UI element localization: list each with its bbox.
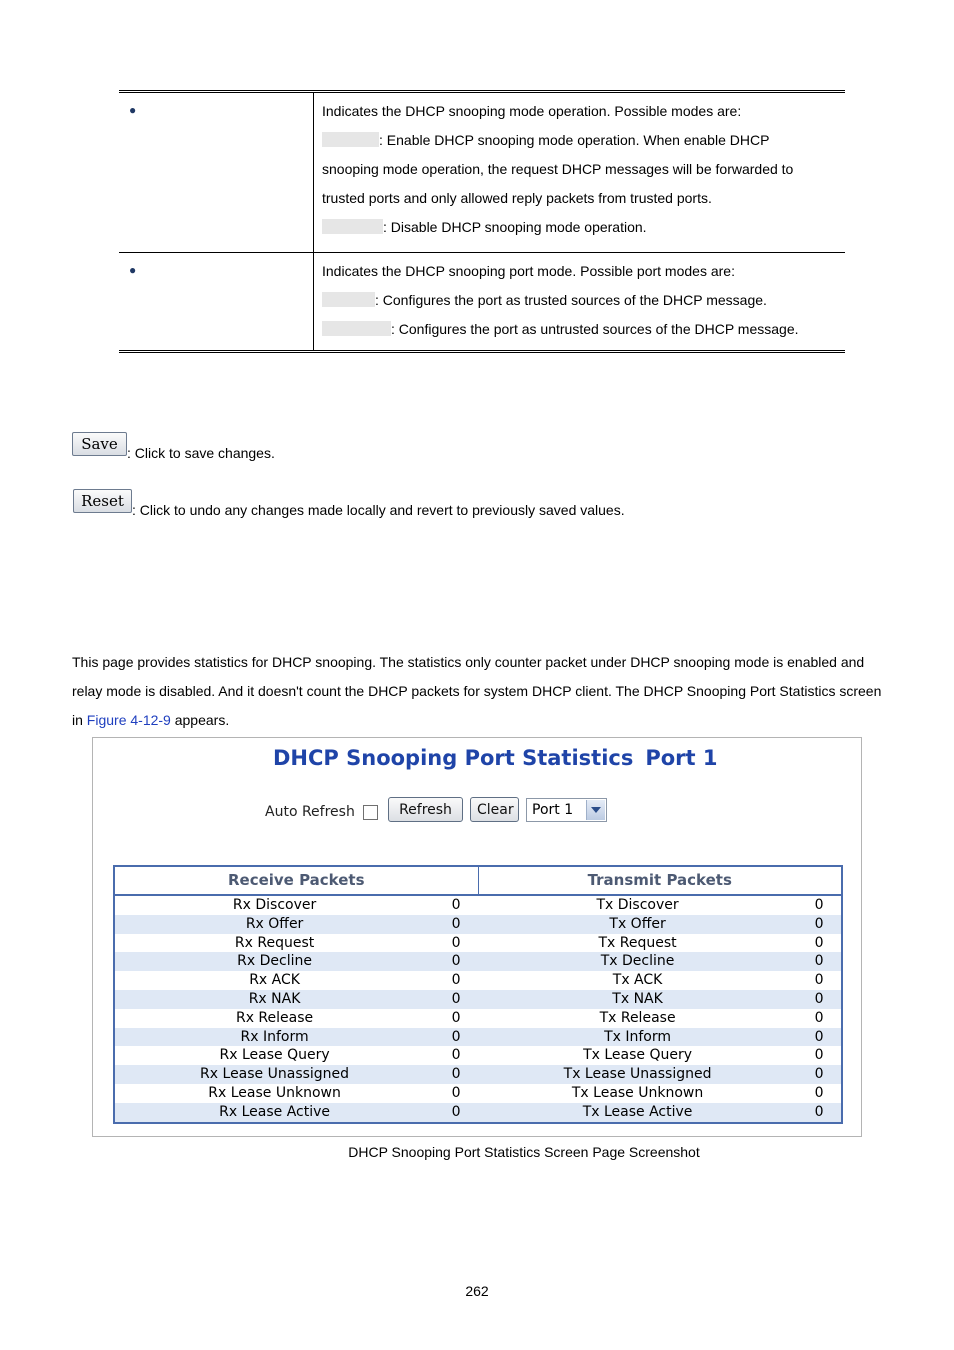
table-row bbox=[115, 1065, 841, 1084]
receive-packets-header: Receive Packets bbox=[227, 871, 365, 889]
parameter-description-cell bbox=[314, 253, 845, 350]
redacted-value bbox=[322, 219, 383, 234]
reset-description: : Click to undo any changes made locally and revert to previously saved values. bbox=[132, 502, 625, 518]
rx-counter-value: 0 bbox=[451, 1009, 461, 1026]
table-row bbox=[115, 952, 841, 971]
table-header bbox=[115, 867, 841, 896]
rx-counter-name: Rx Lease Active bbox=[219, 1103, 330, 1120]
page-number: 262 bbox=[465, 1283, 489, 1299]
rx-counter-value: 0 bbox=[451, 990, 461, 1007]
tx-counter-value: 0 bbox=[814, 972, 824, 989]
tx-counter-name: Tx Decline bbox=[600, 953, 675, 970]
table-row bbox=[115, 1028, 841, 1047]
tx-counter-name: Tx NAK bbox=[612, 990, 663, 1007]
rx-counter-value: 0 bbox=[451, 934, 461, 951]
tx-counter-value: 0 bbox=[814, 1103, 824, 1120]
table-row bbox=[115, 1046, 841, 1065]
description-line: Indicates the DHCP snooping port mode. Possible port modes are: bbox=[322, 263, 735, 279]
chevron-down-icon[interactable] bbox=[586, 800, 605, 820]
tx-counter-value: 0 bbox=[814, 1066, 824, 1083]
description-line: trusted ports and only allowed reply packets from trusted ports. bbox=[322, 190, 712, 206]
tx-counter-value: 0 bbox=[814, 1084, 824, 1101]
parameter-object-cell bbox=[119, 93, 314, 252]
rx-counter-name: Rx NAK bbox=[248, 990, 301, 1007]
rx-counter-name: Rx ACK bbox=[249, 972, 300, 989]
table-row bbox=[115, 990, 841, 1009]
table-body bbox=[115, 896, 841, 1122]
port-select[interactable] bbox=[526, 798, 607, 822]
table-row bbox=[115, 1009, 841, 1028]
parameter-row-mode bbox=[119, 93, 845, 252]
description-line: : Configures the port as trusted sources of the DHCP message. bbox=[322, 286, 837, 315]
tx-counter-name: Tx Lease Unknown bbox=[571, 1084, 704, 1101]
parameter-row-port-mode bbox=[119, 252, 845, 350]
table-row bbox=[115, 1084, 841, 1103]
title-port: Port 1 bbox=[645, 746, 718, 770]
tx-counter-name: Tx ACK bbox=[612, 972, 663, 989]
rx-counter-value: 0 bbox=[451, 897, 461, 913]
bullet-icon: ● bbox=[129, 263, 137, 277]
rx-counter-name: Rx Request bbox=[234, 934, 315, 951]
tx-counter-name: Tx Inform bbox=[604, 1028, 672, 1045]
tx-counter-value: 0 bbox=[814, 915, 824, 932]
transmit-packets-header: Transmit Packets bbox=[478, 867, 842, 894]
rx-counter-name: Rx Inform bbox=[240, 1028, 309, 1045]
rx-counter-value: 0 bbox=[451, 953, 461, 970]
parameter-table bbox=[119, 90, 845, 353]
tx-counter-name: Tx Release bbox=[599, 1009, 676, 1026]
auto-refresh-label: Auto Refresh bbox=[265, 804, 355, 820]
tx-counter-value: 0 bbox=[814, 953, 824, 970]
tx-counter-name: Tx Discover bbox=[596, 897, 679, 913]
port-select-value: Port 1 bbox=[532, 802, 574, 818]
rx-counter-name: Rx Discover bbox=[232, 897, 317, 913]
auto-refresh-checkbox[interactable] bbox=[363, 805, 378, 820]
parameter-description-cell bbox=[314, 93, 845, 252]
rx-counter-value: 0 bbox=[451, 1028, 461, 1045]
statistics-table bbox=[113, 865, 843, 1124]
rx-counter-name: Rx Release bbox=[235, 1009, 314, 1026]
redacted-value bbox=[322, 132, 379, 147]
rx-counter-value: 0 bbox=[451, 1103, 461, 1120]
rx-counter-name: Rx Lease Unassigned bbox=[200, 1066, 350, 1083]
rx-counter-name: Rx Decline bbox=[237, 953, 312, 970]
save-button[interactable]: Save bbox=[72, 432, 127, 456]
table-row bbox=[115, 934, 841, 953]
tx-counter-value: 0 bbox=[814, 897, 824, 913]
table-row bbox=[115, 896, 841, 915]
tx-counter-name: Tx Lease Query bbox=[583, 1047, 693, 1064]
refresh-button[interactable]: Refresh bbox=[388, 797, 463, 822]
bullet-icon: ● bbox=[129, 103, 137, 117]
tx-counter-name: Tx Lease Unassigned bbox=[563, 1066, 712, 1083]
rx-counter-name: Rx Lease Unknown bbox=[208, 1084, 341, 1101]
table-row bbox=[115, 971, 841, 990]
tx-counter-name: Tx Request bbox=[598, 934, 677, 951]
page-title: DHCP Snooping Port Statistics Port 1 bbox=[273, 746, 718, 770]
tx-counter-value: 0 bbox=[814, 1028, 824, 1045]
figure-link[interactable]: Figure 4-12-9 bbox=[86, 712, 171, 728]
tx-counter-value: 0 bbox=[814, 990, 824, 1007]
description-line: Indicates the DHCP snooping mode operation. Possible modes are: bbox=[322, 103, 742, 119]
tx-counter-value: 0 bbox=[814, 1047, 824, 1064]
rx-counter-value: 0 bbox=[451, 1066, 461, 1083]
description-line: snooping mode operation, the request DHCP messages will be forwarded to bbox=[322, 161, 794, 177]
tx-counter-name: Tx Offer bbox=[609, 915, 666, 932]
tx-counter-value: 0 bbox=[814, 1009, 824, 1026]
table-row bbox=[115, 1103, 841, 1122]
rx-counter-value: 0 bbox=[451, 1047, 461, 1064]
tx-counter-value: 0 bbox=[814, 934, 824, 951]
intro-paragraph: This page provides statistics for DHCP snooping. The statistics only counter packet under DHCP snooping mode is enabled and relay mode is disabled. And it doesn't count the DHCP packets for system DHCP client. The DHCP Snooping Port Statistics screen in Figure 4-12-9 appears. bbox=[72, 654, 882, 728]
statistics-screenshot bbox=[92, 737, 862, 1137]
rx-counter-value: 0 bbox=[451, 972, 461, 989]
reset-button[interactable]: Reset bbox=[73, 489, 132, 513]
tx-counter-name: Tx Lease Active bbox=[582, 1103, 693, 1120]
save-description: : Click to save changes. bbox=[127, 445, 275, 461]
table-row bbox=[115, 915, 841, 934]
rx-counter-name: Rx Lease Query bbox=[219, 1047, 330, 1064]
rx-counter-value: 0 bbox=[451, 915, 461, 932]
redacted-value bbox=[322, 292, 375, 307]
rx-counter-name: Rx Offer bbox=[245, 915, 304, 932]
parameter-object-cell bbox=[119, 253, 314, 350]
description-line: : Configures the port as untrusted sources of the DHCP message. bbox=[322, 315, 837, 344]
description-line: : Enable DHCP snooping mode operation. When enable DHCP bbox=[322, 126, 837, 155]
clear-button[interactable]: Clear bbox=[470, 797, 519, 822]
figure-caption: DHCP Snooping Port Statistics Screen Page Screenshot bbox=[348, 1144, 700, 1160]
rx-counter-value: 0 bbox=[451, 1084, 461, 1101]
description-line: : Disable DHCP snooping mode operation. bbox=[322, 213, 837, 242]
redacted-value bbox=[322, 321, 391, 336]
